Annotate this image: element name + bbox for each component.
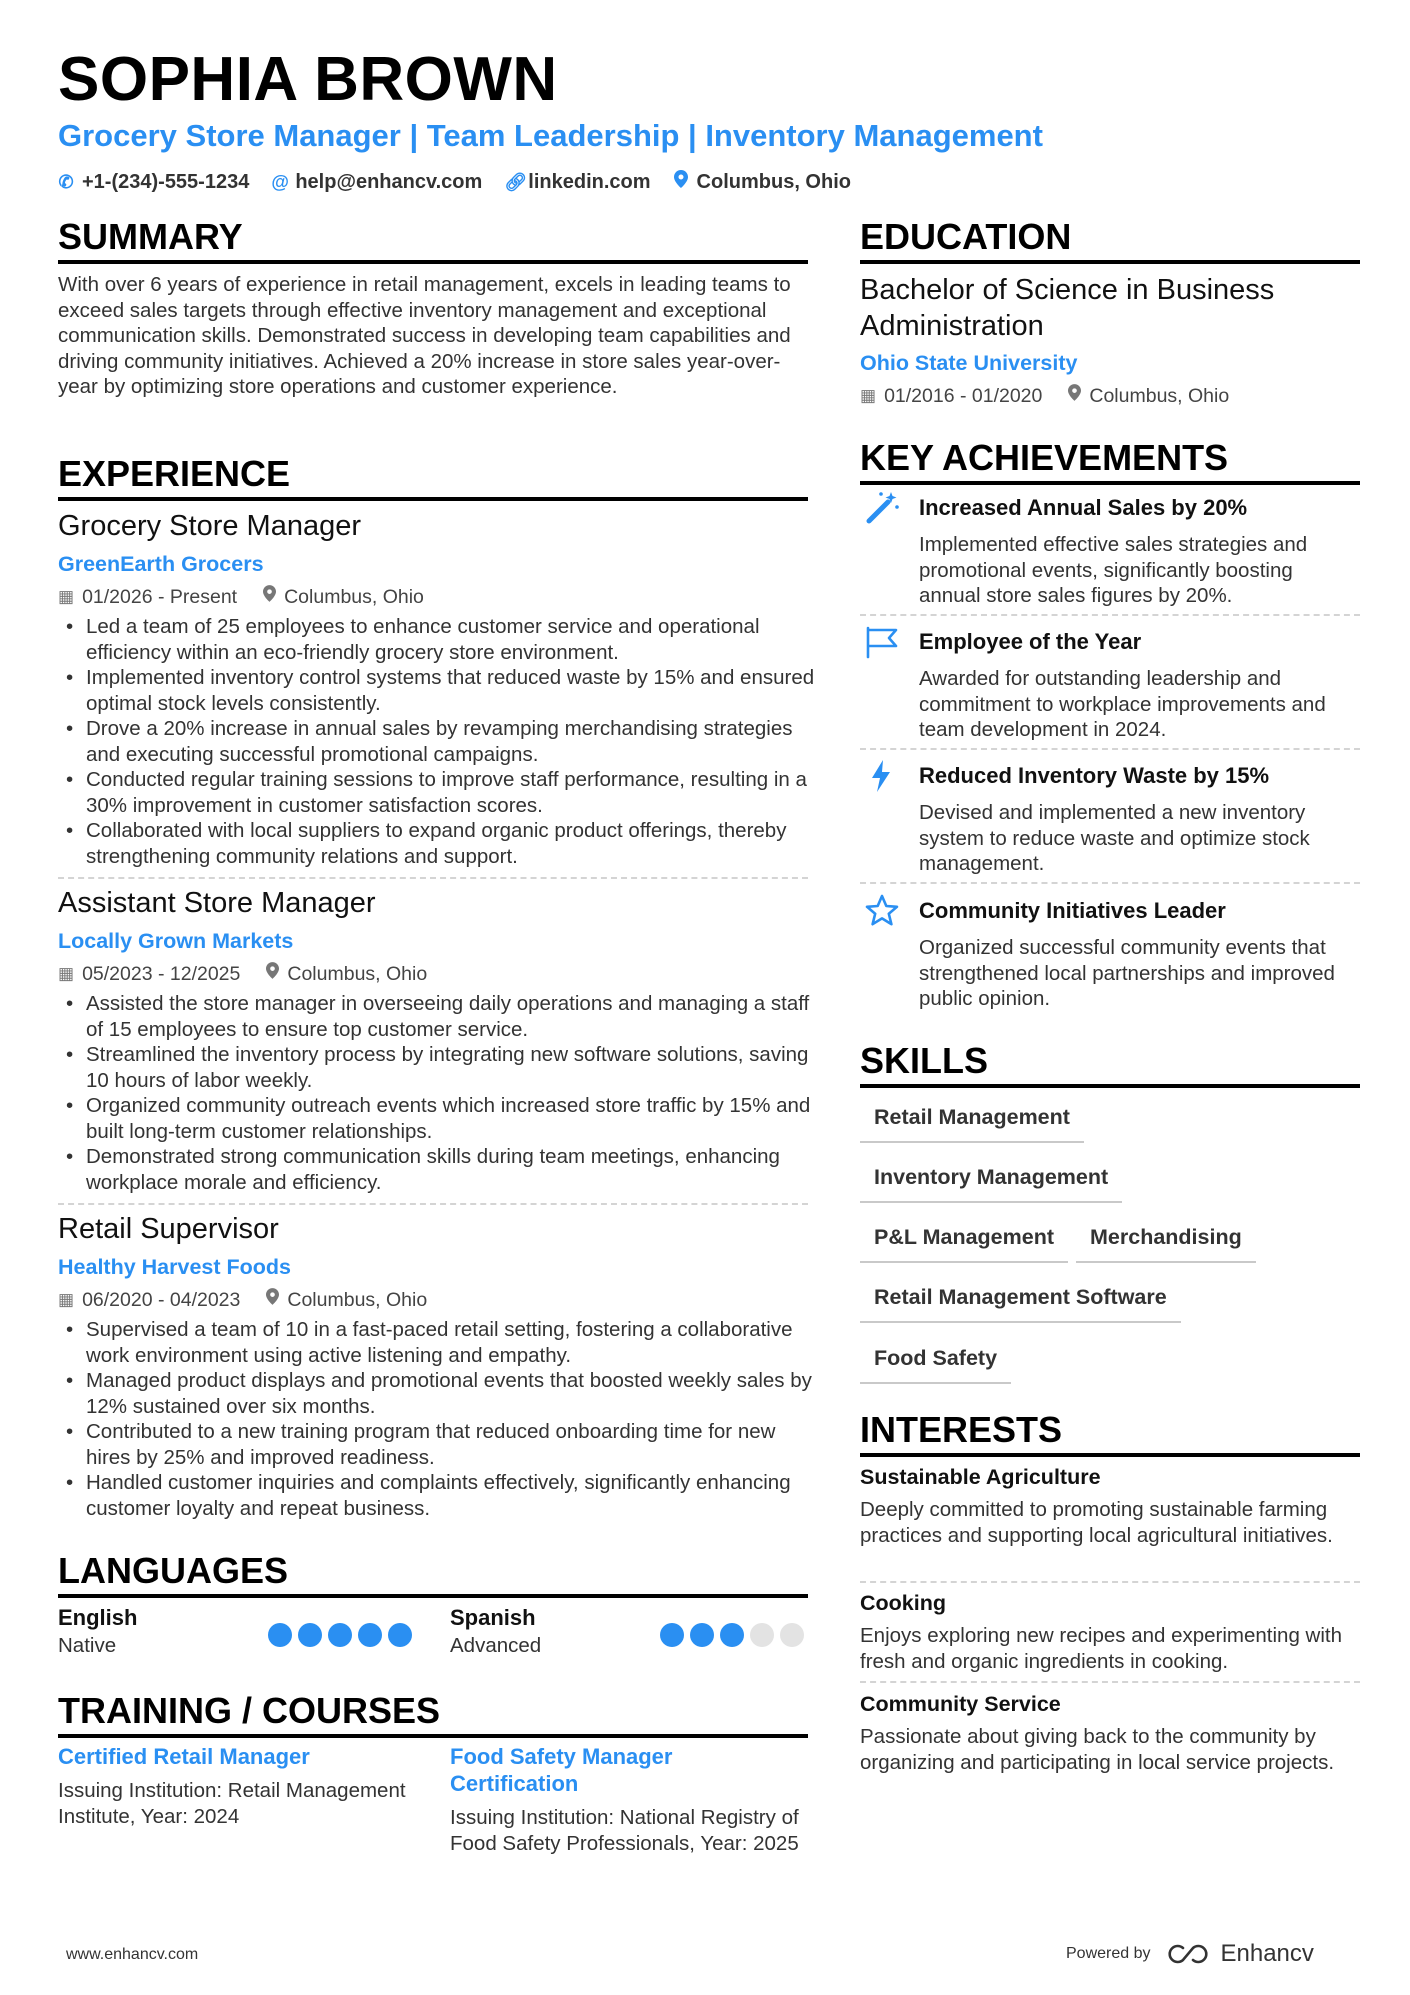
interest-title: Cooking [860,1591,946,1615]
job-meta [58,584,424,610]
achievement-text: Organized successful community events that strengthened local partnerships and improved public opinion. [919,936,1335,1010]
job-bullet: • Drove a 20% increase in annual sales by revamping merchandising strategies and executing successful promotional campaigns. [58,716,818,767]
education-location-text: Columbus, Ohio [1089,385,1230,407]
summary-title: SUMMARY [58,216,243,257]
language-name: English [58,1605,138,1630]
footer-branding[interactable] [1066,1940,1314,1968]
education-rule [860,260,1360,264]
job-location-text: Columbus, Ohio [287,963,428,985]
education-title: EDUCATION [860,216,1072,257]
location-pin-icon [266,1287,279,1313]
skills-title: SKILLS [860,1040,989,1081]
job-bullet: • Organized community outreach events which increased store traffic by 15% and built long-term customer relationships. [58,1093,818,1144]
language-rating [268,1623,412,1647]
skill-tag: Food Safety [860,1344,1011,1384]
experience-title: EXPERIENCE [58,453,291,494]
rating-dot-filled [298,1623,322,1647]
achievement-text: Awarded for outstanding leadership and commitment to workplace improvements and team development in 2024. [919,667,1326,741]
job-role: Retail Supervisor [58,1213,279,1245]
summary-text: With over 6 years of experience in retail management, excels in leading teams to exceed sales targets through effective inventory management and exceptional communication skills. Demonstrated success in developing team capabilities and driving community initiatives. Achieved a 20% increase in store sales year-over-year by optimizing store operations and customer experience. [58,273,791,398]
course-text: Issuing Institution: National Registry of Food Safety Professionals, Year: 2025 [450,1806,799,1855]
interest-title: Sustainable Agriculture [860,1465,1101,1489]
location-pin-icon [266,961,279,987]
achievement-title: Community Initiatives Leader [919,898,1226,923]
job-dates [58,584,237,610]
linkedin-text: linkedin.com [528,171,651,193]
language-name: Spanish [450,1605,536,1630]
achievement-text: Implemented effective sales strategies and promotional events, significantly boosting annual store sales figures by 20%. [919,533,1308,607]
calendar-icon: ▦ [58,587,75,606]
job-dates-text: 05/2023 - 12/2025 [82,963,241,985]
rating-dot-filled [268,1623,292,1647]
achievement-title: Increased Annual Sales by 20% [919,495,1248,520]
job-location [263,584,424,610]
achievement-title: Employee of the Year [919,629,1142,654]
interest-text: Passionate about giving back to the community by organizing and participating in local service projects. [860,1725,1335,1774]
job-bullet: • Managed product displays and promotional events that boosted weekly sales by 12% sustained over six months. [58,1368,818,1419]
job-company: Locally Grown Markets [58,929,294,953]
divider [58,877,808,879]
job-location [266,1287,427,1313]
divider [860,1581,1360,1583]
location-pin-icon [673,168,689,196]
job-bullet: • Contributed to a new training program that reduced onboarding time for new hires by 25% and improved readiness. [58,1419,818,1470]
achievements-title: KEY ACHIEVEMENTS [860,437,1229,478]
interest-title: Community Service [860,1692,1061,1716]
education-dates-text: 01/2016 - 01/2020 [884,385,1043,407]
job-company: Healthy Harvest Foods [58,1255,291,1279]
email-text: help@enhancv.com [295,171,483,193]
divider [860,748,1360,750]
education-location [1068,383,1229,409]
contact-phone[interactable] [58,168,249,196]
job-bullet: • Streamlined the inventory process by integrating new software solutions, saving 10 hours of labor weekly. [58,1042,818,1093]
job-bullet: • Implemented inventory control systems that reduced waste by 15% and ensured optimal stock levels consistently. [58,665,818,716]
location-pin-icon [263,584,276,610]
location-pin-icon [1068,383,1081,409]
job-bullet: • Led a team of 25 employees to enhance customer service and operational efficiency within an eco-friendly grocery store environment. [58,614,818,665]
job-bullet: • Assisted the store manager in overseeing daily operations and managing a staff of 15 employees to ensure top customer service. [58,991,818,1042]
job-bullets [58,991,818,1195]
job-location-text: Columbus, Ohio [284,586,424,608]
flag-icon [864,624,900,660]
skill-tag: Retail Management Software [860,1283,1181,1323]
course-title: Certified Retail Manager [58,1744,310,1769]
course-title: Food Safety Manager Certification [450,1744,673,1796]
divider [860,1681,1360,1683]
language-level: Native [58,1634,117,1657]
education-dates [860,383,1042,409]
job-dates [58,961,240,987]
enhancv-logo-icon [1165,1942,1211,1966]
course-text: Issuing Institution: Retail Management Institute, Year: 2024 [58,1779,406,1828]
footer-website[interactable]: www.enhancv.com [66,1946,199,1963]
contact-linkedin[interactable] [504,168,650,196]
phone-text: +1-(234)-555-1234 [82,171,250,193]
experience-rule [58,497,808,501]
training-rule [58,1734,808,1738]
at-icon: @ [271,172,289,192]
job-bullet: • Supervised a team of 10 in a fast-paced retail setting, fostering a collaborative work environment using active listening and empathy. [58,1317,818,1368]
interest-text: Enjoys exploring new recipes and experimenting with fresh and organic ingredients in cooking. [860,1624,1343,1673]
job-bullet: • Conducted regular training sessions to improve staff performance, resulting in a 30% improvement in customer satisfaction scores. [58,767,818,818]
achievement-text: Devised and implemented a new inventory system to reduce waste and optimize stock management. [919,801,1310,875]
calendar-icon: ▦ [58,964,75,983]
divider [58,1203,808,1205]
rating-dot-filled [720,1623,744,1647]
job-meta [58,1287,427,1313]
powered-by-text: Powered by [1066,1945,1151,1962]
job-bullet: • Collaborated with local suppliers to expand organic product offerings, thereby strengthening community relations and support. [58,818,818,869]
job-dates-text: 06/2020 - 04/2023 [82,1289,241,1311]
job-role: Grocery Store Manager [58,510,362,542]
rating-dot-filled [690,1623,714,1647]
link-icon: 🔗︎ [504,172,528,192]
contact-email[interactable] [271,168,482,196]
job-bullet: • Demonstrated strong communication skills during team meetings, enhancing workplace morale and efficiency. [58,1144,818,1195]
location-text: Columbus, Ohio [696,171,851,193]
headline: Grocery Store Manager | Team Leadership | Inventory Management [58,118,1043,153]
job-dates [58,1287,240,1313]
lightning-icon [864,758,900,794]
job-meta [58,961,427,987]
education-meta [860,383,1229,409]
interest-text: Deeply committed to promoting sustainable farming practices and supporting local agricultural initiatives. [860,1498,1333,1547]
contact-location [673,168,851,196]
enhancv-logo [1165,1940,1314,1968]
job-company: GreenEarth Grocers [58,552,264,576]
star-icon [864,893,900,929]
contact-bar [58,168,851,196]
brand-name: Enhancv [1220,1940,1314,1967]
rating-dot-empty [780,1623,804,1647]
skill-tag: Merchandising [1076,1223,1256,1263]
interests-rule [860,1453,1360,1457]
rating-dot-filled [388,1623,412,1647]
candidate-name: SOPHIA BROWN [58,45,558,114]
rating-dot-filled [328,1623,352,1647]
language-level: Advanced [450,1634,542,1657]
rating-dot-filled [660,1623,684,1647]
job-dates-text: 01/2026 - Present [82,586,238,608]
summary-rule [58,260,808,264]
achievements-rule [860,481,1360,485]
languages-rule [58,1594,808,1598]
job-bullets [58,614,818,869]
skills-rule [860,1084,1360,1088]
magic-wand-icon [864,490,900,526]
job-role: Assistant Store Manager [58,887,376,919]
achievement-title: Reduced Inventory Waste by 15% [919,763,1270,788]
divider [860,882,1360,884]
job-location-text: Columbus, Ohio [287,1289,428,1311]
phone-icon: ✆ [58,172,74,192]
education-degree: Bachelor of Science in Business Administration [860,274,1275,342]
training-title: TRAINING / COURSES [58,1690,441,1731]
calendar-icon: ▦ [58,1290,75,1309]
language-rating [660,1623,804,1647]
job-bullets [58,1317,818,1521]
education-school: Ohio State University [860,351,1078,375]
calendar-icon: ▦ [860,386,877,405]
job-location [266,961,427,987]
languages-title: LANGUAGES [58,1550,289,1591]
rating-dot-empty [750,1623,774,1647]
divider [860,614,1360,616]
interests-title: INTERESTS [860,1409,1063,1450]
skill-tag: P&L Management [860,1223,1068,1263]
skill-tag: Inventory Management [860,1163,1122,1203]
skill-tag: Retail Management [860,1103,1084,1143]
rating-dot-filled [358,1623,382,1647]
job-bullet: • Handled customer inquiries and complaints effectively, significantly enhancing customer loyalty and repeat business. [58,1470,818,1521]
